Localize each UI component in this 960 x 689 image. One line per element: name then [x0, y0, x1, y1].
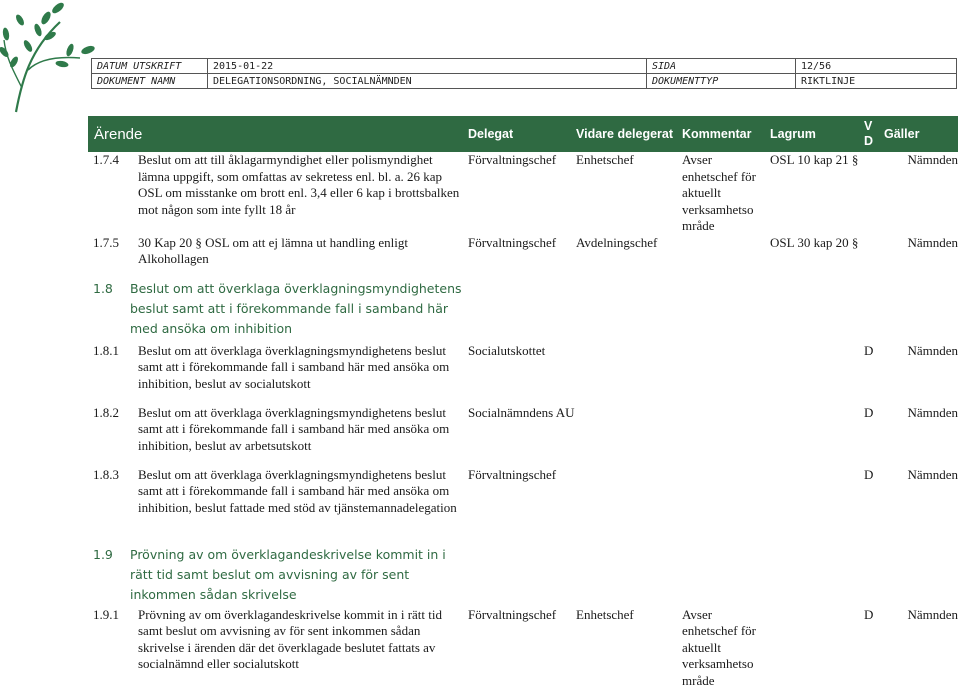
- header-value-dokumenttyp: RIKTLINJE: [796, 74, 957, 89]
- section-number: 1.8: [93, 279, 130, 299]
- item-text: Beslut om att överklaga överklagningsmyndighetens beslut samt att i förekommande fall i samband här med ansöka om inhibition, beslut av socialutskott: [138, 343, 468, 393]
- column-header-galler: Gäller: [884, 116, 958, 152]
- vd-cell: D: [864, 343, 884, 405]
- table-row: [88, 467, 958, 545]
- item-text: Prövning av om överklagandeskrivelse kommit in i rätt tid samt beslut om avvisning av för sent inkommen sådan skrivelse i ärenden där det överklagade beslutet fattats av socialnämnd eller socialutskott: [138, 607, 468, 673]
- section-number: 1.9: [93, 545, 130, 565]
- item-number: 1.8.2: [93, 405, 138, 455]
- table-header-row: [88, 116, 958, 152]
- vidare-cell: [576, 343, 682, 405]
- table-row: [88, 152, 958, 235]
- kommentar-cell: [682, 467, 770, 545]
- vidare-cell: Avdelningschef: [576, 235, 682, 279]
- galler-cell: Nämnden: [884, 235, 958, 279]
- galler-cell: Nämnden: [884, 343, 958, 405]
- item-text: 30 Kap 20 § OSL om att ej lämna ut handling enligt Alkohollagen: [138, 235, 468, 268]
- galler-cell: Nämnden: [884, 152, 958, 235]
- section-row: [88, 545, 958, 607]
- header-value-datum: 2015-01-22: [208, 59, 647, 74]
- vidare-cell: Enhetschef: [576, 607, 682, 689]
- header-row: [92, 59, 957, 74]
- delegat-cell: Förvaltningschef: [468, 152, 576, 235]
- lagrum-cell: [770, 405, 864, 467]
- header-label-dokument-namn: DOKUMENT NAMN: [92, 74, 208, 89]
- section-title-line: rätt tid samt beslut om avvisning av för sent: [88, 565, 958, 585]
- kommentar-cell: Avser enhetschef för aktuellt verksamhetso mråde: [682, 152, 770, 235]
- item-text: Beslut om att överklaga överklagningsmyndighetens beslut samt att i förekommande fall i samband här med ansöka om inhibition, beslut av arbetsutskott: [138, 405, 468, 455]
- vd-cell: [864, 152, 884, 235]
- lagrum-cell: [770, 467, 864, 545]
- vidare-cell: [576, 467, 682, 545]
- galler-cell: Nämnden: [884, 405, 958, 467]
- kommentar-cell: [682, 405, 770, 467]
- header-value-dokument-namn: DELEGATIONSORDNING, SOCIALNÄMNDEN: [208, 74, 647, 89]
- delegat-cell: Förvaltningschef: [468, 607, 576, 689]
- table-row: [88, 607, 958, 689]
- vd-cell: D: [864, 607, 884, 689]
- item-number: 1.7.5: [93, 235, 138, 268]
- section-title-line: beslut samt att i förekommande fall i samband här: [88, 299, 958, 319]
- delegation-table: [88, 116, 958, 689]
- galler-cell: Nämnden: [884, 467, 958, 545]
- delegat-cell: Förvaltningschef: [468, 467, 576, 545]
- header-row: [92, 74, 957, 89]
- delegat-cell: Socialnämndens AU: [468, 405, 576, 467]
- kommentar-cell: [682, 235, 770, 279]
- table-row: [88, 343, 958, 405]
- section-title-line: med ansöka om inhibition: [88, 319, 958, 339]
- galler-cell: Nämnden: [884, 607, 958, 689]
- delegat-cell: Förvaltningschef: [468, 235, 576, 279]
- item-text: Beslut om att överklaga överklagningsmyndighetens beslut samt att i förekommande fall i samband här med ansöka om inhibition, beslut fattade med stöd av tjänstemannadelegation: [138, 467, 468, 517]
- section-heading: [88, 279, 958, 339]
- vidare-cell: Enhetschef: [576, 152, 682, 235]
- section-title-line: Beslut om att överklaga överklagningsmyndighetens: [130, 279, 462, 299]
- column-header-lagrum: Lagrum: [770, 116, 864, 152]
- lagrum-cell: [770, 343, 864, 405]
- table-row: [88, 235, 958, 279]
- column-header-vidare-delegerat: Vidare delegerat: [576, 116, 682, 152]
- header-label-dokumenttyp: DOKUMENTTYP: [647, 74, 796, 89]
- item-number: 1.7.4: [93, 152, 138, 218]
- kommentar-cell: [682, 343, 770, 405]
- lagrum-cell: [770, 607, 864, 689]
- vidare-cell: [576, 405, 682, 467]
- vd-cell: [864, 235, 884, 279]
- item-number: 1.8.3: [93, 467, 138, 517]
- section-title-line: inkommen sådan skrivelse: [88, 585, 958, 605]
- delegat-cell: Socialutskottet: [468, 343, 576, 405]
- header-value-sida: 12/56: [796, 59, 957, 74]
- document-header: [91, 58, 957, 89]
- section-title-line: Prövning av om överklagandeskrivelse kommit in i: [130, 545, 446, 565]
- item-number: 1.8.1: [93, 343, 138, 393]
- kommentar-cell: Avser enhetschef för aktuellt verksamhetso mråde: [682, 607, 770, 689]
- section-heading: [88, 545, 958, 605]
- vd-cell: D: [864, 405, 884, 467]
- item-number: 1.9.1: [93, 607, 138, 673]
- table-row: [88, 405, 958, 467]
- header-label-sida: SIDA: [647, 59, 796, 74]
- header-label-datum: DATUM UTSKRIFT: [92, 59, 208, 74]
- column-header-vd: V D: [864, 116, 884, 152]
- column-header-kommentar: Kommentar: [682, 116, 770, 152]
- item-text: Beslut om att till åklagarmyndighet eller polismyndighet lämna uppgift, som omfattas av sekretess enl. bl. a. 26 kap OSL om misstanke om brott enl. 3,4 eller 6 kap i brottsbalken mot någon som inte fyllt 18 år: [138, 152, 468, 218]
- lagrum-cell: OSL 10 kap 21 §: [770, 152, 864, 235]
- column-header-arende: Ärende: [88, 116, 468, 152]
- vd-cell: D: [864, 467, 884, 545]
- column-header-delegat: Delegat: [468, 116, 576, 152]
- section-row: [88, 279, 958, 343]
- lagrum-cell: OSL 30 kap 20 §: [770, 235, 864, 279]
- logo-branch-icon: [0, 0, 96, 118]
